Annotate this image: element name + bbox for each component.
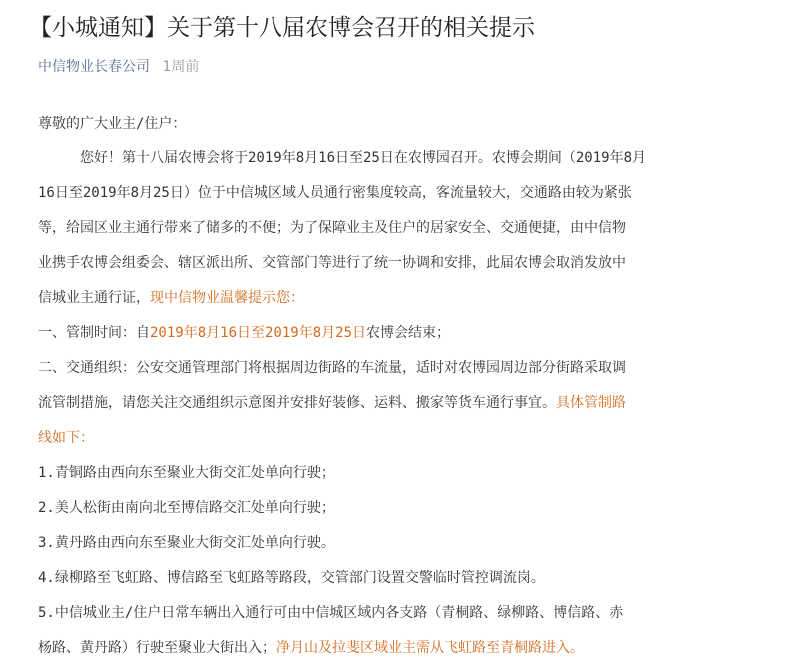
item-text: 农博会结束； [366, 325, 451, 341]
highlight-text: 具体管制路 [556, 395, 626, 411]
article-body [38, 110, 778, 662]
route-item: 3.黄丹路由西向东至聚业大街交汇处单向行驶。 [38, 535, 335, 551]
paragraph-line: 等，给园区业主通行带来了储多的不便；为了保障业主及住户的居家安全、交通便捷，由中信物 [38, 220, 626, 236]
route-item: 4.绿柳路至飞虹路、博信路至飞虹路等路段，交管部门设置交警临时管控调流岗。 [38, 570, 545, 586]
item-label: 一、管制时间：自 [38, 325, 150, 341]
highlight-date-range: 2019年8月16日至2019年8月25日 [150, 325, 367, 341]
route-item-continued [38, 634, 778, 662]
route-item: 2.美人松街由南向北至博信路交汇处单向行驶； [38, 500, 335, 516]
route-item: 5.中信城业主/住户日常车辆出入通行可由中信城区域内各支路（青桐路、绿柳路、博信路、赤 [38, 605, 624, 621]
greeting-text: 尊敬的广大业主/住户： [38, 116, 187, 132]
paragraph-text: 杨路、黄丹路）行驶至聚业大街出入； [38, 640, 276, 656]
paragraph-line: 您好！第十八届农博会将于2019年8月16日至25日在农博园召开。农博会期间（2019年8月 [80, 150, 646, 166]
paragraph-line: 16日至2019年8月25日）位于中信城区域人员通行密集度较高，客流量较大，交通路由较为紧张 [38, 185, 632, 201]
highlight-text: 现中信物业温馨提示您： [150, 290, 304, 306]
paragraph-text: 信城业主通行证， [38, 290, 150, 306]
account-name-link[interactable]: 中信物业长春公司 [38, 59, 150, 75]
paragraph-line [38, 284, 778, 312]
article-title: 【小城通知】关于第十八届农博会召开的相关提示 [29, 15, 535, 41]
paragraph-line: 业携手农博会组委会、辖区派出所、交管部门等进行了统一协调和安排，此届农博会取消发放中 [38, 255, 626, 271]
highlight-text: 线如下： [38, 430, 94, 446]
control-time-item [38, 319, 778, 347]
highlight-text: 净月山及拉斐区域业主需从飞虹路至青桐路进入。 [276, 640, 584, 656]
paragraph-text: 流管制措施，请您关注交通组织示意图并安排好装修、运料、搬家等货车通行事宜。 [38, 395, 556, 411]
traffic-organization-item: 二、交通组织：公安交通管理部门将根据周边街路的车流量，适时对农博园周边部分街路采取调 [38, 360, 626, 376]
publish-time: 1周前 [162, 59, 200, 75]
route-item: 1.青铜路由西向东至聚业大街交汇处单向行驶； [38, 465, 335, 481]
article-meta [38, 56, 199, 78]
paragraph-line [38, 389, 778, 417]
